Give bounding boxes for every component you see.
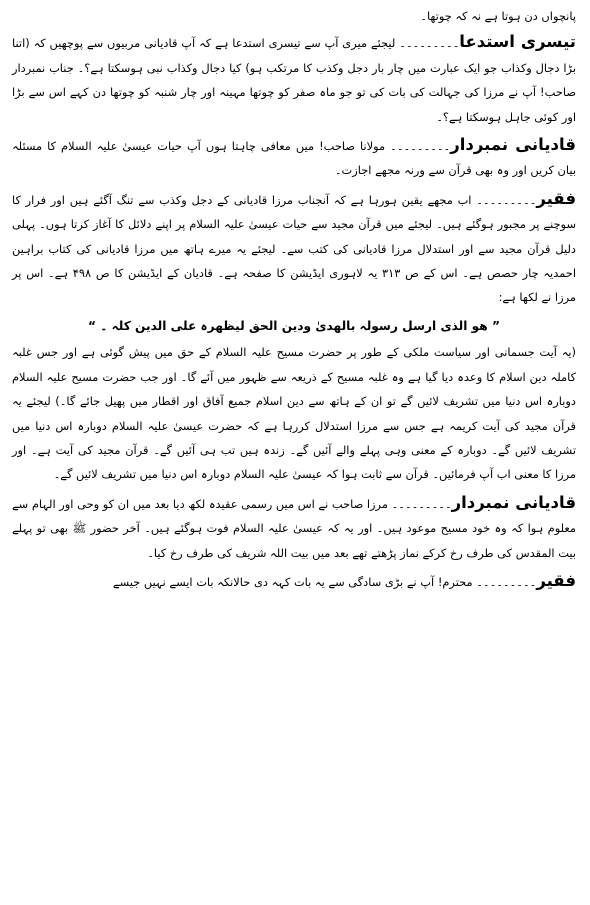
speaker-label: فقیر	[536, 570, 576, 590]
speaker-label: تیسری استدعا	[459, 32, 576, 52]
paragraph-body: مولانا صاحب! میں معافی چاہتا ہوں آپ حیات عیسیٰ علیہ السلام کا مسئلہ بیان کریں اور وہ بھی قرآن سے ورنہ مجھے اجازت۔	[12, 139, 576, 178]
paragraph-body: لیجئے میری آپ سے تیسری استدعا ہے کہ آپ قادیانی مربیوں سے پوچھیں کہ (اتنا بڑا دجال وکذاب جو ایک عبارت میں چار بار دجل وکذب کا مرتکب ہو) کیا دجال وکذاب نبی ہوسکتا ہے؟۔ جناب نمبردار صاحب! آپ نے مرزا کی جہالت کی بات کی تو جو ماہ صفر کو چوتھا مہینہ اور چار شنبہ کو چوتھا دن کہے اس سے بڑا اور کوئی جاہل ہوسکتا ہے؟۔	[12, 36, 576, 124]
quran-verse-quote: ” ھو الذی ارسل رسولہ بالھدیٰ ودین الحق لیظھرہ علی الدین کلہ ۔ “	[87, 318, 501, 333]
speaker-separator: ۔۔۔۔۔۔۔۔۔	[399, 36, 460, 51]
intro-line	[12, 4, 576, 28]
speaker-label: قادیانی نمبردار	[450, 135, 576, 155]
speaker-separator: ۔۔۔۔۔۔۔۔۔	[391, 496, 452, 511]
speaker-label: قادیانی نمبردار	[451, 492, 576, 512]
paragraph-body: محترم! آپ نے بڑی سادگی سے یہ بات کہہ دی حالانکہ بات ایسے نہیں جیسے	[112, 574, 477, 589]
paragraph-body: (یہ آیت جسمانی اور سیاست ملکی کے طور پر حضرت مسیح علیہ السلام کے حق میں پیش گوئی ہے اور جس غلبہ کاملہ دین اسلام کا وعدہ دیا گیا ہے وہ غلبہ مسیح کے ذریعہ سے ظہور میں آئے گا۔ اور جب حضرت مسیح علیہ السلام دوبارہ اس دنیا میں تشریف لائیں گے تو ان کے ہاتھ سے دین اسلام جمیع آفاق اور اقطار میں پھیل جائے گا۔) لیجئے یہ قرآن مجید کی آیت کریمہ ہے جس سے مرزا استدلال کررہا ہے کہ حضرت عیسیٰ علیہ السلام دوبارہ اس دنیا میں تشریف لائیں گے۔ دوبارہ کے معنی وہی پہلے والے آئیں گے۔ زندہ ہیں تب ہی آئیں گے۔ قرآن مجید کی آیت ہے۔ اور مرزا کا معنی اب آپ فرمائیں۔ قرآن سے ثابت ہوا کہ عیسیٰ علیہ السلام دوبارہ اس دنیا میں تشریف لائیں گے۔	[12, 345, 576, 482]
paragraph-faqir-reply	[12, 569, 576, 594]
speaker-separator: ۔۔۔۔۔۔۔۔۔	[476, 192, 537, 207]
paragraph-faqir-argument	[12, 187, 576, 310]
speaker-separator: ۔۔۔۔۔۔۔۔۔	[476, 574, 537, 589]
intro-text: پانچواں دن ہوتا ہے نہ کہ چوتھا۔	[420, 9, 576, 23]
paragraph-qadiani-reply	[12, 491, 576, 565]
paragraph-third-request	[12, 30, 576, 129]
paragraph-body: اب مجھے یقین ہورہا ہے کہ آنجناب مرزا قادیانی کے دجل وکذب سے تنگ آگئے ہیں اور فرار کا سوچنے پر مجبور ہوگئے ہیں۔ لیجئے میں قرآن مجید سے حیات عیسیٰ علیہ السلام پر اپنے دلائل کا آغاز کرتا ہوں۔ پہلی دلیل قرآن مجید سے اور استدلال مرزا قادیانی کی کتب سے۔ لیجئے یہ میرے ہاتھ میں مرزا قادیانی کی کتاب براہین احمدیہ چار حصص ہے۔ اس کے ص ۳۱۳ یہ لاہوری ایڈیشن کا صفحہ ہے۔ قادیان کے ایڈیشن کا ص ۴۹۸ ہے۔ اس پر مرزا نے لکھا ہے:	[12, 192, 576, 305]
speaker-separator: ۔۔۔۔۔۔۔۔۔	[390, 139, 451, 154]
paragraph-body: مرزا صاحب نے اس میں رسمی عقیدہ لکھ دیا بعد میں ان کو وحی اور الہام سے معلوم ہوا کہ وہ خود مسیح موعود ہیں۔ اور یہ کہ عیسیٰ علیہ السلام فوت ہوگئے ہیں۔ آخر حضور ﷺ بھی تو پہلے بیت المقدس کی طرف رخ کرکے نماز پڑھتے تھے بعد میں بیت اللہ شریف کی طرف رخ کیا۔	[12, 496, 576, 560]
paragraph-qadiani-request	[12, 133, 576, 183]
paragraph-explanation	[12, 340, 576, 486]
speaker-label: فقیر	[536, 188, 576, 208]
page-text	[12, 4, 576, 594]
